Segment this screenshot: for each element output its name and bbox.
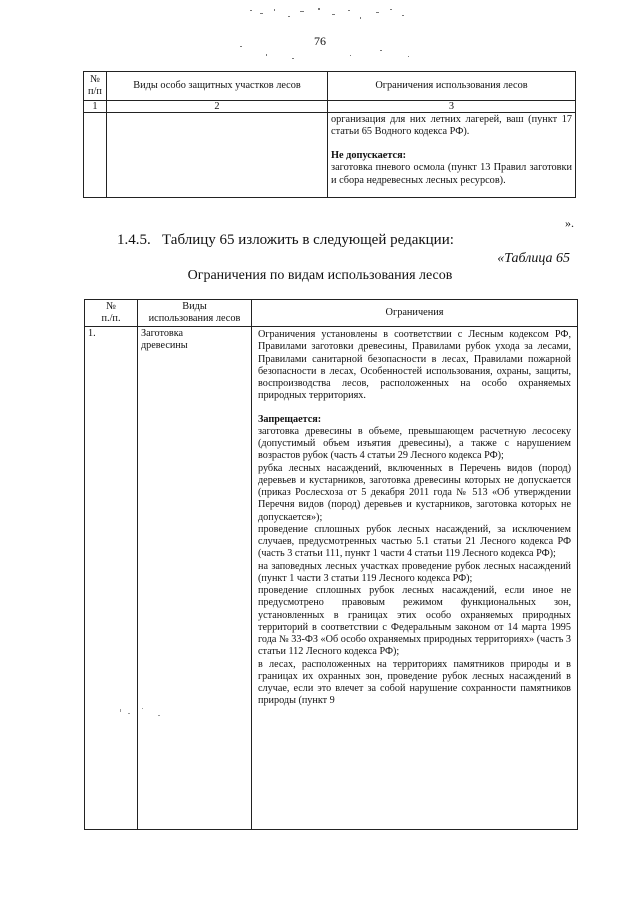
header-number: № п./п. bbox=[85, 300, 138, 327]
prohibited-heading: Не допускается: bbox=[331, 149, 407, 161]
row-plot-type-cell bbox=[107, 113, 328, 198]
restrictions-intro: Ограничения установлены в соответствии с Лесным кодексом РФ, Правилами заготовки древесины, Правилами рубок ухода за лесами, Правилами санитарной безопасности в лесах, Правилами пожарной безопасности в лесах, Особенностей использования, охраны, защиты, воспроизводства лесов, расположенных на особо охраняемых природных территориях. bbox=[258, 329, 571, 402]
table-label: «Таблица 65 bbox=[497, 251, 570, 266]
row-number-cell bbox=[84, 113, 107, 198]
restriction-item: проведение сплошных рубок лесных насаждений, если иное не предусмотрено правовым режимом функциональных зон, установленных в границах этих особо охраняемых природных территорий в соответствии с Федеральным законом от 14 марта 1995 года № 33-ФЗ «Об особо охраняемых природных территориях» (часть 3 статьи 112 Лесного кодекса РФ); bbox=[258, 585, 571, 658]
header-number: № п/п bbox=[84, 72, 107, 101]
col-num-2: 2 bbox=[107, 101, 328, 113]
restriction-item: проведение сплошных рубок лесных насаждений, за исключением случаев, предусмотренных частью 5.1 статьи 21 Лесного кодекса РФ (часть 3 статьи 111, пункт 1 части 4 статьи 119 Лесного кодекса РФ); bbox=[258, 523, 571, 560]
section-heading: 1.4.5. Таблицу 65 изложить в следующей редакции: bbox=[117, 232, 454, 248]
closing-quote: ». bbox=[565, 216, 574, 230]
restriction-item: рубка лесных насаждений, включенных в Перечень видов (пород) деревьев и кустарников, заготовка древесины которых не допускается (приказ Рослесхоза от 5 декабря 2011 года № 513 «Об утверждении Перечня видов (пород) деревьев и кустарников, заготовка которых не допускается»); bbox=[258, 462, 571, 523]
continued-table bbox=[83, 71, 576, 198]
restriction-item: на заповедных лесных участках проведение рубок лесных насаждений (пункт 1 части 3 статьи 119 Лесного кодекса РФ); bbox=[258, 560, 571, 584]
restrictions-table-header bbox=[85, 300, 578, 327]
page-number: 76 bbox=[314, 34, 326, 48]
restrictions-table bbox=[84, 299, 578, 830]
row-restrictions-cell bbox=[252, 327, 578, 830]
col-num-3: 3 bbox=[328, 101, 576, 113]
scan-smudge-mark bbox=[118, 705, 178, 725]
header-restrictions: Ограничения bbox=[252, 300, 578, 327]
column-numbering-row bbox=[84, 101, 576, 113]
col-num-1: 1 bbox=[84, 101, 107, 113]
table-row bbox=[85, 327, 578, 830]
table-title: Ограничения по видам использования лесов bbox=[187, 268, 453, 283]
restriction-line-resin: заготовка пневого осмола (пункт 13 Правил заготовки и сбора недревесных лесных ресурсов). bbox=[331, 162, 572, 186]
continued-table-header bbox=[84, 72, 576, 101]
row-restrictions-cell bbox=[328, 113, 576, 198]
table-row bbox=[84, 113, 576, 198]
header-plot-types: Виды особо защитных участков лесов bbox=[107, 72, 328, 101]
row-number-cell: 1. bbox=[85, 327, 138, 830]
header-restrictions: Ограничения использования лесов bbox=[328, 72, 576, 101]
restriction-item: заготовка древесины в объеме, превышающем расчетную лесосеку (допустимый объем изъятия древесины), а также с нарушением возрастов рубок (часть 4 статьи 29 Лесного кодекса РФ); bbox=[258, 425, 571, 462]
restriction-line-camps: организация для них летних лагерей, ваш (пункт 17 статьи 65 Водного кодекса РФ). bbox=[331, 114, 572, 138]
prohibited-heading: Запрещается: bbox=[258, 413, 322, 425]
row-usage-type-cell: Заготовка древесины bbox=[138, 327, 252, 830]
restriction-item: в лесах, расположенных на территориях памятников природы и в границах их охранных зон, проведение рубок лесных насаждений в случае, если это влечет за собой нарушение сохранности памятников природы (пункт 9 bbox=[258, 658, 571, 707]
header-usage-type: Виды использования лесов bbox=[138, 300, 252, 327]
